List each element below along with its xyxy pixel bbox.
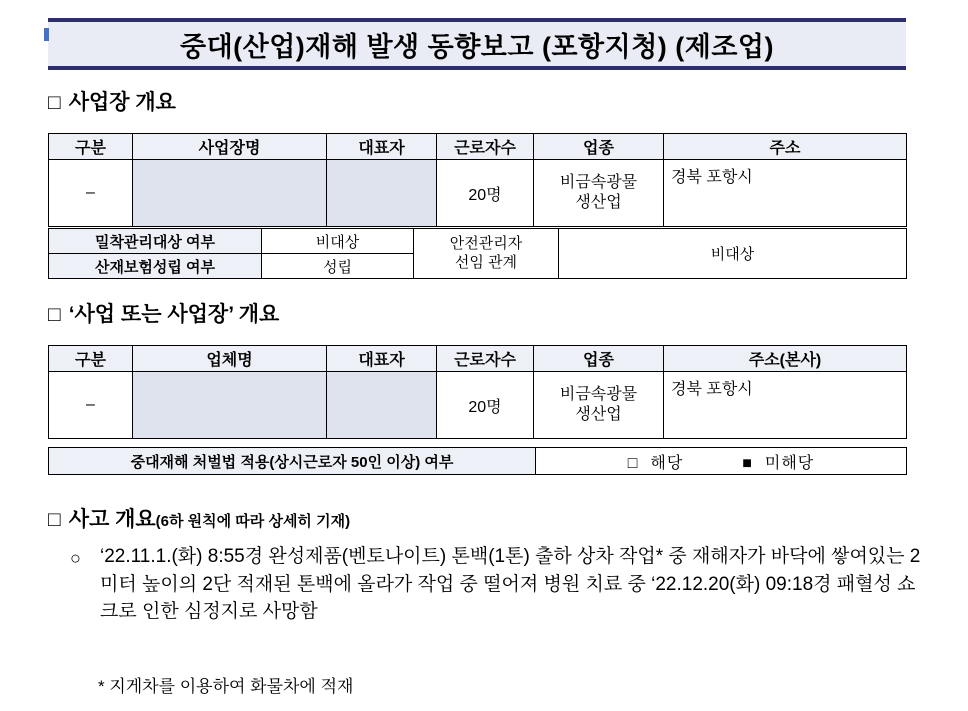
table-row [49,160,907,227]
cell-workplace-name-redacted [133,160,327,227]
section-heading-accident-label: 사고 개요 [68,508,156,531]
section-heading-overview-label: 사업장 개요 [68,91,176,114]
checkbox-square-icon: □ [48,508,61,531]
column-header-industry: 업종 [534,346,664,372]
cell-industry-line2: 생산업 [575,194,622,211]
checkbox-square-icon: □ [48,303,61,326]
table-workplace-overview [48,133,907,227]
cell-worker-count: 20명 [437,160,534,227]
label-safety-manager-line2: 선임 관계 [454,253,518,271]
accident-description-text: ‘22.11.1.(화) 8:55경 완성제품(벤토나이트) 톤백(1톤) 출하 상차 작업* 중 재해자가 바닥에 쌓여있는 2미터 높이의 2단 적재된 톤백에 올라가 작업 중 떨어져 병원 치료 중 ‘22.12.20(화) 09:18경 패혈성 쇼크로 인한 심정지로 사망함 [100,546,921,623]
document-title-banner [48,18,906,70]
section-heading-accident [48,503,350,533]
cell-company-name-redacted [133,372,327,439]
cell-ceo-redacted [327,372,437,439]
label-close-management-target: 밀착관리대상 여부 [49,229,262,254]
checkbox-checked-icon[interactable]: ■ [742,454,753,472]
label-safety-manager-line1: 안전관리자 [449,234,523,252]
column-header-workplace-name: 사업장명 [133,134,327,160]
value-industrial-accident-insurance: 성립 [262,254,414,279]
section-heading-business-label: ‘사업 또는 사업장’ 개요 [68,303,280,326]
value-close-management-target: 비대상 [262,229,414,254]
column-header-industry: 업종 [534,134,664,160]
cell-industry-line1: 비금속광물 [559,174,638,191]
column-header-ceo: 대표자 [327,134,437,160]
cell-address: 경북 포항시 [664,160,907,227]
column-header-ceo: 대표자 [327,346,437,372]
table-serious-accident-law [48,447,907,475]
cell-industry [534,160,664,227]
column-header-worker-count: 근로자수 [437,134,534,160]
value-serious-accident-law-applicability [536,448,907,475]
section-heading-overview [48,86,176,116]
option-label-applicable: 해당 [650,454,684,472]
cell-industry-line2: 생산업 [575,406,622,423]
column-header-worker-count: 근로자수 [437,346,534,372]
section-heading-accident-note: (6하 원칙에 따라 상세히 기재) [155,513,351,530]
cell-industry [534,372,664,439]
section-heading-business [48,298,279,328]
table-business-overview [48,345,907,439]
checkbox-square-icon: □ [48,91,61,114]
column-header-gubun: 구분 [49,346,133,372]
value-safety-manager-appointment: 비대상 [559,229,907,279]
column-header-gubun: 구분 [49,134,133,160]
table-header-row [49,134,907,160]
column-header-company-name: 업체명 [133,346,327,372]
table-header-row [49,346,907,372]
label-serious-accident-law-applicability: 중대재해 처벌법 적용(상시근로자 50인 이상) 여부 [49,448,536,475]
label-safety-manager-appointment [414,229,559,279]
cell-gubun: – [49,160,133,227]
page-title: 중대(산업)재해 발생 동향보고 (포항지청) (제조업) [179,31,774,62]
checkbox-unchecked-icon[interactable]: □ [627,454,639,472]
accident-footnote: * 지게차를 이용하여 화물차에 적재 [98,677,354,696]
cell-industry-line1: 비금속광물 [559,386,638,403]
bullet-circle-icon: ○ [70,548,81,568]
table-management-status [48,228,907,279]
cell-head-office-address: 경북 포항시 [664,372,907,439]
table-row [49,229,907,254]
cell-ceo-redacted [327,160,437,227]
option-label-not-applicable: 미해당 [764,454,815,472]
cell-gubun: – [49,372,133,439]
cell-worker-count: 20명 [437,372,534,439]
label-industrial-accident-insurance: 산재보험성립 여부 [49,254,262,279]
column-header-address: 주소 [664,134,907,160]
column-header-head-office-address: 주소(본사) [664,346,907,372]
table-row [49,372,907,439]
table-row [49,448,907,475]
accident-description-block [70,543,926,626]
